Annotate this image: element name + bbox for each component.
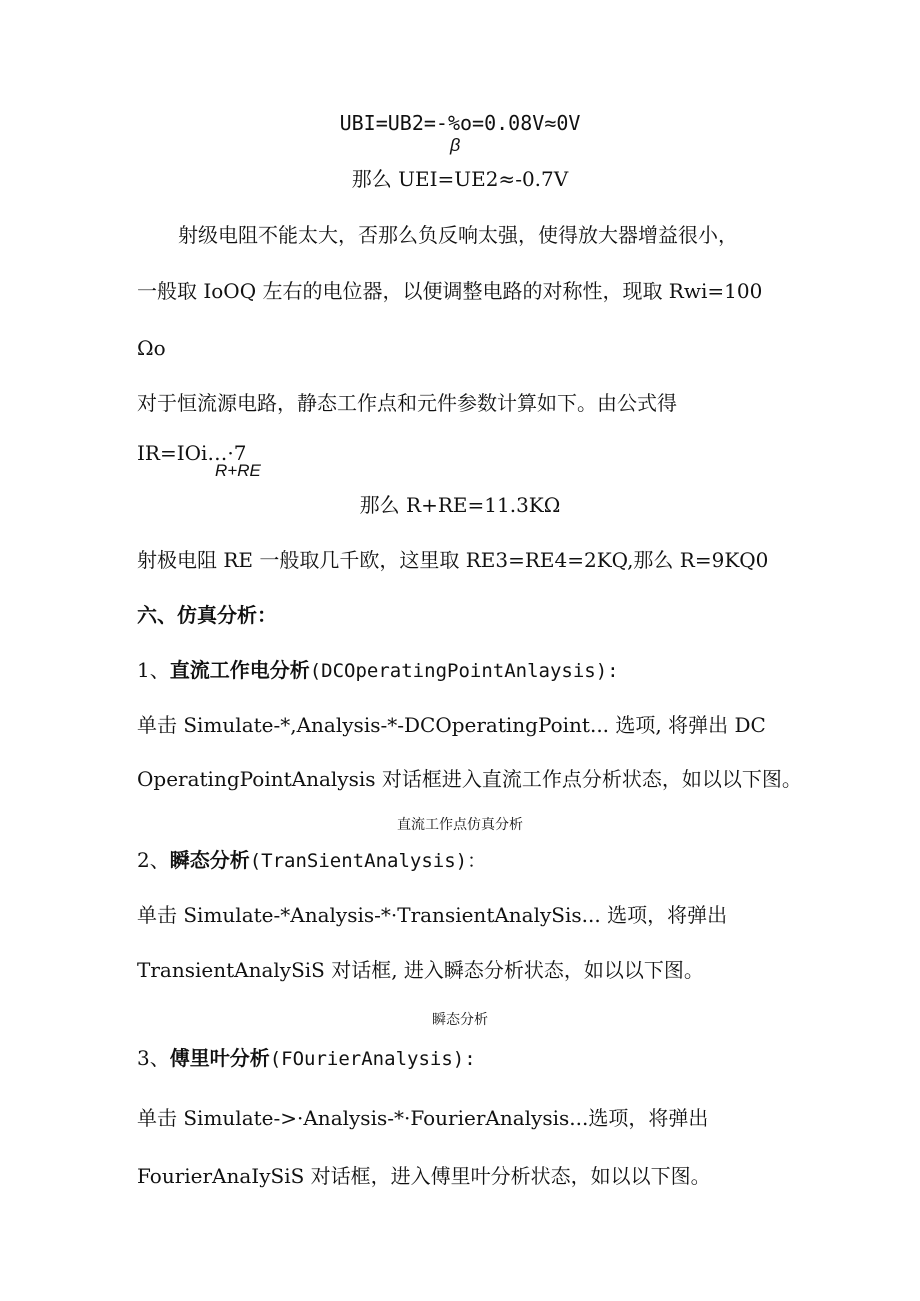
paragraph-line: 单击 Simulate->·Analysis-*·FourierAnalysis...选项，将弹出	[137, 1106, 709, 1130]
paragraph-line: 射级电阻不能太大，否那么负反响太强，使得放大器增益很小，	[178, 223, 738, 247]
subsection-heading	[137, 847, 486, 874]
subsection-number: 1、	[137, 658, 170, 682]
paragraph-line: 射极电阻 RE 一般取几千欧，这里取 RE3=RE4=2KQ,那么 R=9KQ0	[137, 548, 769, 572]
subsection-title: 瞬态分析	[169, 848, 250, 872]
formula-r-re: 那么 R+RE=11.3KΩ	[359, 493, 561, 517]
paragraph-line: 单击 Simulate-*,Analysis-*-DCOperatingPoint... 选项, 将弹出 DC	[137, 713, 766, 737]
figure-caption: 直流工作点仿真分析	[397, 817, 523, 833]
subsection-title: 直流工作电分析	[169, 658, 310, 682]
subsection-heading	[137, 657, 619, 684]
paragraph-line: 单击 Simulate-*Analysis-*·TransientAnalySis... 选项，将弹出	[137, 903, 728, 927]
paragraph-line: OperatingPointAnalysis 对话框进入直流工作点分析状态，如以以下图。	[137, 767, 802, 791]
figure-caption: 瞬态分析	[432, 1012, 488, 1028]
subsection-heading	[137, 1045, 476, 1072]
paragraph-line: Ωo	[137, 336, 166, 360]
subsection-english: (FOurierAnalysis):	[269, 1048, 476, 1070]
paragraph-line: 一般取 IoOQ 左右的电位器，以便调整电路的对称性，现取 Rwi=100	[137, 279, 763, 303]
subsection-english: (TranSientAnalysis)：	[249, 850, 487, 872]
subsection-number: 2、	[137, 848, 170, 872]
paragraph-line: 对于恒流源电路，静态工作点和元件参数计算如下。由公式得	[137, 391, 677, 415]
formula-ir: IR=IOi…·7	[137, 441, 247, 465]
paragraph-line: TransientAnalySiS 对话框, 进入瞬态分析状态，如以以下图。	[137, 958, 704, 982]
formula-ub-subscript: β	[450, 135, 461, 155]
subsection-title: 傅里叶分析	[169, 1046, 270, 1070]
subsection-english: (DCOperatingPointAnlaysis):	[309, 660, 619, 682]
formula-ue: 那么 UEI=UE2≈-0.7V	[351, 167, 569, 191]
section-heading: 六、仿真分析：	[137, 603, 277, 627]
formula-ir-denominator: R+RE	[215, 461, 261, 480]
formula-ub: UBI=UB2=-%o=0.08V≈0V	[339, 111, 581, 135]
paragraph-line: FourierAnaIySiS 对话框，进入傅里叶分析状态，如以以下图。	[137, 1164, 711, 1188]
subsection-number: 3、	[137, 1046, 170, 1070]
